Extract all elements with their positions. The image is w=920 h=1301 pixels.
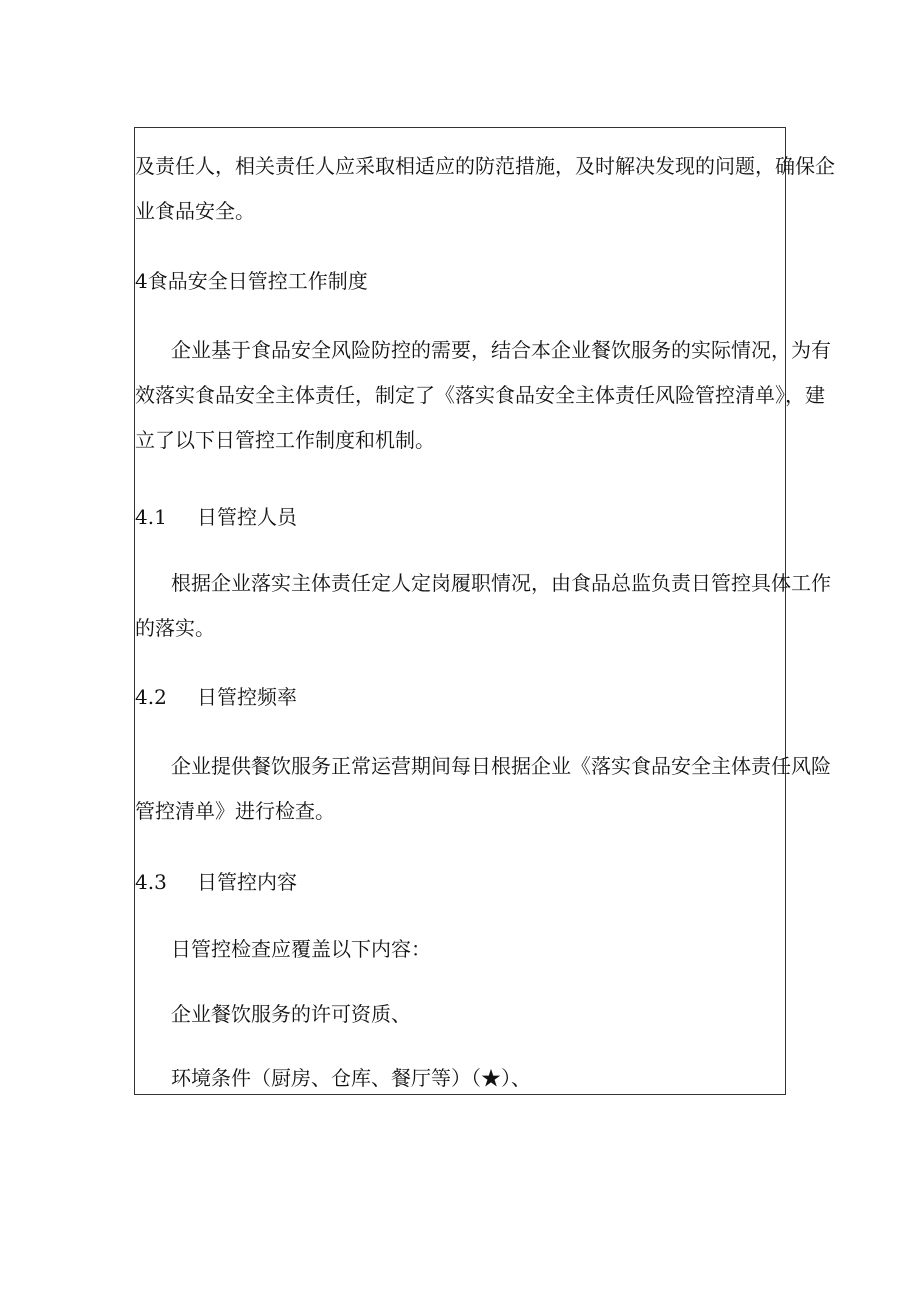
section-title: 日管控内容 [197,870,297,894]
paragraph-line: 日管控检查应覆盖以下内容： [171,937,431,961]
subsection-heading-4-1 [135,505,785,529]
section-number: 4.1 [135,505,167,529]
section-number: 4.3 [135,870,167,894]
paragraph-line: 管控清单》进行检查。 [135,799,335,823]
section-title: 日管控频率 [197,685,297,709]
paragraph-line: 及责任人，相关责任人应采取相适应的防范措施，及时解决发现的问题，确保企 [135,154,835,178]
paragraph-line: 根据企业落实主体责任定人定岗履职情况，由食品总监负责日管控具体工作 [171,571,831,595]
section-heading: 4食品安全日管控工作制度 [135,269,368,293]
paragraph-line: 业食品安全。 [135,199,255,223]
paragraph-line: 效落实食品安全主体责任，制定了《落实食品安全主体责任风险管控清单》，建 [135,383,825,407]
subsection-heading-4-2 [135,685,785,709]
paragraph-line: 的落实。 [135,616,215,640]
paragraph-line: 企业基于食品安全风险防控的需要，结合本企业餐饮服务的实际情况，为有 [171,338,831,362]
subsection-heading-4-3 [135,870,785,894]
section-number: 4.2 [135,685,167,709]
section-title: 日管控人员 [197,505,297,529]
paragraph-line: 立了以下日管控工作制度和机制。 [135,428,435,452]
list-item: 环境条件（厨房、仓库、餐厅等）（★）、 [171,1066,531,1090]
paragraph-line: 企业提供餐饮服务正常运营期间每日根据企业《落实食品安全主体责任风险 [171,754,831,778]
list-item: 企业餐饮服务的许可资质、 [171,1002,411,1026]
